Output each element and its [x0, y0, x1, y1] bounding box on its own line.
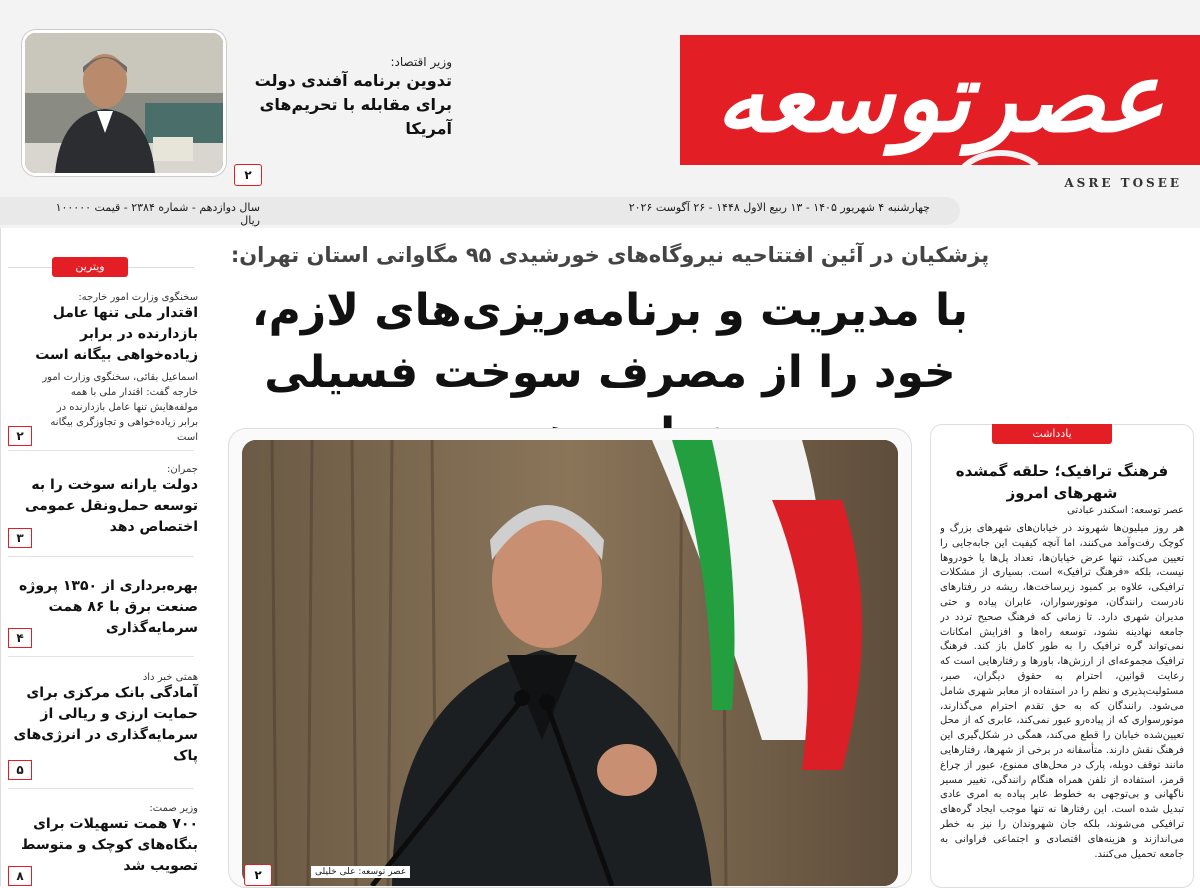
sidebar-item[interactable]: [8, 576, 198, 639]
minister-photo-illustration: [25, 33, 223, 173]
sidebar-item-headline[interactable]: آمادگی بانک مرکزی برای حمایت ارزی و ریالی از سرمایه‌گذاری در انرژی‌های پاک: [13, 685, 198, 764]
sidebar-separator: [8, 788, 194, 789]
sidebar-item-kicker: همتی خبر داد: [142, 672, 198, 683]
sidebar-page-badge[interactable]: ۵: [8, 760, 32, 780]
note-author: عصر توسعه: اسکندر عبادتی: [1067, 505, 1184, 516]
note-tab: یادداشت: [992, 424, 1112, 444]
sidebar-item[interactable]: [8, 672, 198, 767]
sidebar-item-headline[interactable]: بهره‌برداری از ۱۳۵۰ پروژه صنعت برق با ۸۶ همت سرمایه‌گذاری: [19, 578, 198, 636]
logo-swoosh: [950, 150, 1052, 232]
main-story-kicker: پزشکیان در آئین افتتاحیه نیروگاه‌های خورشیدی ۹۵ مگاواتی استان تهران:: [230, 243, 990, 267]
sidebar-page-badge[interactable]: ۳: [8, 528, 32, 548]
sidebar-item-kicker: سخنگوی وزارت امور خارجه:: [78, 292, 198, 303]
newspaper-logo[interactable]: عصرتوسعه: [715, 41, 1165, 154]
top-story-page-badge[interactable]: ۲: [234, 164, 262, 186]
top-story-kicker: وزیر اقتصاد:: [390, 55, 452, 69]
sidebar-separator: [8, 556, 194, 557]
main-story-headline[interactable]: با مدیریت و برنامه‌ریزی‌های لازم، خود را از مصرف سوخت فسیلی: [251, 285, 969, 398]
sidebar-page-badge[interactable]: ۴: [8, 628, 32, 648]
sidebar-item-headline[interactable]: ۷۰۰ همت تسهیلات برای بنگاه‌های کوچک و متوسط تصویب شد: [20, 816, 198, 874]
sidebar-item-body: اسماعیل بقائی، سخنگوی وزارت امور خارجه گفت: اقتدار ملی با همه مولفه‌هایش تنها عامل بازدارنده در برابر زیاده‌خواهی و تجاوزگری بیگانه است: [42, 372, 198, 443]
sidebar-item[interactable]: [8, 803, 198, 877]
top-story-photo[interactable]: [22, 30, 226, 176]
sidebar-item-kicker: جمران:: [167, 464, 198, 475]
top-story[interactable]: [232, 55, 452, 141]
note-body: هر روز میلیون‌ها شهروند در خیابان‌های شهرهای بزرگ و کوچک رفت‌وآمد می‌کنند، اما آنچه کیفیت این جابه‌جایی را تعیین می‌کند، تنها عرض خیابان‌ها، تعداد پل‌ها یا خودروها نیست، بلکه «فرهنگ ترافیک» است. بسیاری از مشکلات ترافیکی، علاوه بر کمبود زیرساخت‌ها، ریشه در رفتارهای نادرست رانندگان، موتورسواران، عابران پیاده و حتی مدیران شهری دارد. تا زمانی که فرهنگ صحیح تردد در جامعه نهادینه نشود، توسعه راه‌ها و افزایش امکانات نمی‌تواند گره ترافیک را به طور کامل باز کند. فرهنگ ترافیک مجموعه‌ای از ارزش‌ها، باورها و رفتارهایی است که رعایت قوانین، احترام به حقوق دیگران، صبر، مسئولیت‌پذیری و نظم را در استفاده از معابر شهری شامل می‌شود. رانندگان که به حق تقدم احترام می‌گذارند، موتورسواری که از پیاده‌رو عبور نمی‌کند، عابری که از محل تعیین‌شده خیابان را قطع می‌کند، همگی در شکل‌گیری این فرهنگ نقش دارند. متأسفانه در برخی از شهرها، رفتارهایی مانند توقف دوبله، پارک در محل‌های ممنوع، عبور از چراغ قرمز، استفاده از تلفن همراه هنگام رانندگی، تغییر مسیر ناگهانی و بی‌توجهی به خطوط عابر پیاده به امری عادی تبدیل شده است. این رفتارها نه تنها موجب ایجاد گره‌های ترافیکی می‌شوند، بلکه جان شهروندان را نیز به خطر می‌اندازند و هزینه‌های اقتصادی و اجتماعی فراوانی به جامعه تحمیل می‌کنند.: [940, 523, 1184, 860]
sidebar-item-kicker: وزیر صمت:: [149, 803, 198, 814]
top-story-headline-2[interactable]: برای مقابله با تحریم‌های آمریکا: [259, 95, 452, 138]
issue-number-price: سال دوازدهم - شماره ۲۳۸۴ - قیمت ۱۰۰۰۰۰ ریال: [55, 201, 260, 227]
main-story-photo[interactable]: [242, 440, 898, 886]
sidebar-page-badge[interactable]: ۲: [8, 426, 32, 446]
sidebar-separator: [8, 450, 194, 451]
sidebar-page-badge[interactable]: ۸: [8, 866, 32, 886]
sidebar-separator: [8, 656, 194, 657]
sidebar-item-headline[interactable]: دولت یارانه سوخت را به توسعه حمل‌ونقل عمومی اختصاص دهد: [24, 477, 198, 535]
sidebar-tab: ویترین: [52, 257, 128, 277]
note-title[interactable]: فرهنگ ترافیک؛ حلقه گمشده شهرهای امروز: [955, 462, 1169, 502]
sidebar-item[interactable]: [8, 292, 198, 445]
sidebar-item-headline[interactable]: اقتدار ملی تنها عامل بازدارنده در برابر زیاده‌خواهی بیگانه است: [35, 305, 198, 363]
main-story-page-badge[interactable]: ۲: [244, 864, 272, 886]
photo-credit: عصر توسعه: علی خلیلی: [311, 866, 410, 878]
top-story-headline[interactable]: تدوین برنامه آفندی دولت: [254, 71, 452, 90]
issue-date: چهارشنبه ۴ شهریور ۱۴۰۵ - ۱۳ ربیع الاول ۱۴۴۸ - ۲۶ آگوست ۲۰۲۶: [628, 201, 930, 214]
sidebar-item[interactable]: [8, 464, 198, 538]
newspaper-logo-latin: ASRE TOSEE: [1064, 176, 1182, 190]
president-photo-illustration: [242, 440, 898, 886]
